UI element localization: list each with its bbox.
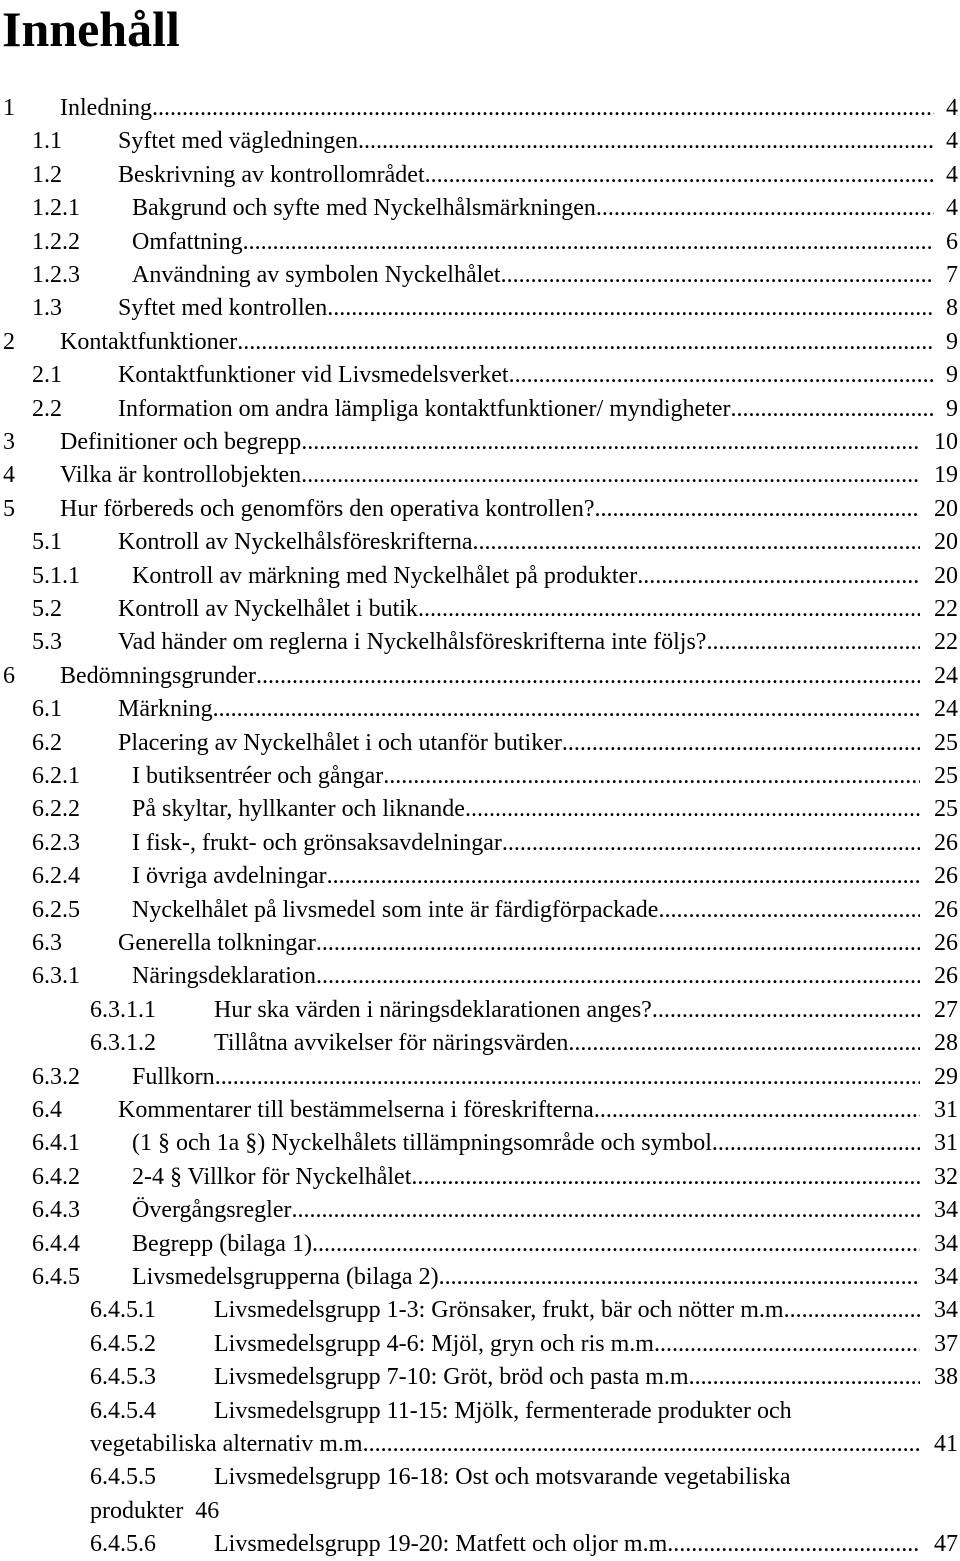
toc-entry-text: Användning av symbolen Nyckelhålet xyxy=(132,262,501,288)
toc-entry-number: 6.2.4 xyxy=(32,863,80,890)
toc-entry-text: Syftet med kontrollen xyxy=(118,295,328,322)
toc-entry-text: Begrepp (bilaga 1) xyxy=(132,1230,312,1257)
toc-entry[interactable] xyxy=(0,1428,960,1461)
toc-entry[interactable] xyxy=(0,1395,960,1428)
toc-entry-text: Kontaktfunktioner xyxy=(60,328,238,355)
toc-entry-number: 5.1 xyxy=(32,529,62,556)
toc-entry-number: 5.3 xyxy=(32,629,62,656)
toc-entry[interactable] xyxy=(0,760,960,793)
toc-entry[interactable] xyxy=(0,226,960,259)
toc-page-number: 20 xyxy=(934,562,958,589)
toc-page-number: 24 xyxy=(934,696,958,723)
dot-leader xyxy=(316,927,920,960)
dot-leader xyxy=(473,526,920,559)
toc-entry-number: 6.2 xyxy=(32,729,62,756)
toc-entry-number: 6.4.5.5 xyxy=(90,1464,156,1491)
toc-entry-number: 2.1 xyxy=(32,362,62,389)
dot-leader xyxy=(292,1194,921,1227)
toc-entry[interactable] xyxy=(0,1328,960,1361)
toc-entry[interactable] xyxy=(0,660,960,693)
toc-entry[interactable] xyxy=(0,994,960,1027)
toc-entry[interactable] xyxy=(0,125,960,158)
toc-entry-number: 1.2.1 xyxy=(32,195,80,222)
dot-leader xyxy=(594,1094,920,1127)
toc-entry[interactable] xyxy=(0,1361,960,1394)
toc-entry[interactable] xyxy=(0,1127,960,1160)
toc-page-number: 22 xyxy=(934,596,958,622)
toc-page-number: 4 xyxy=(946,161,958,188)
toc-entry-number: 2.2 xyxy=(32,395,62,422)
toc-page-number: 7 xyxy=(946,262,958,288)
toc-page-number: 9 xyxy=(946,328,958,355)
toc-entry-number: 6.4.5.6 xyxy=(90,1531,156,1558)
toc-page-number: 19 xyxy=(934,462,958,489)
toc-entry-number: 6.4.4 xyxy=(32,1230,80,1257)
toc-page-number: 22 xyxy=(934,629,958,656)
toc-entry-text: I butiksentréer och gångar xyxy=(132,763,384,789)
toc-entry-number: 1.1 xyxy=(32,128,62,155)
dot-leader xyxy=(439,1261,920,1294)
toc-entry-text: Kontroll av Nyckelhålet i butik xyxy=(118,596,418,622)
dot-leader xyxy=(215,1061,920,1094)
toc-entry-text: Kommentarer till bestämmelserna i föreskrifterna xyxy=(118,1097,594,1123)
toc-page-number: 25 xyxy=(934,796,958,823)
toc-entry-number: 1 xyxy=(3,95,15,121)
toc-entry-number: 6.4.5.1 xyxy=(90,1297,156,1324)
toc-entry[interactable] xyxy=(0,693,960,726)
toc-entry-text: produkter 46 xyxy=(90,1497,220,1524)
dot-leader xyxy=(790,1294,920,1327)
toc-entry[interactable] xyxy=(0,1528,960,1561)
toc-entry-text: Nyckelhålet på livsmedel som inte är färdigförpackade xyxy=(132,896,659,923)
toc-page-number: 26 xyxy=(934,930,958,956)
toc-entry-number: 6.1 xyxy=(32,696,62,723)
toc-entry-text: 2-4 § Villkor för Nyckelhålet xyxy=(132,1163,412,1190)
toc-entry-number: 6.2.1 xyxy=(32,763,80,789)
toc-entry[interactable] xyxy=(0,560,960,593)
toc-entry[interactable] xyxy=(0,1094,960,1127)
toc-entry-number: 6.4.5.4 xyxy=(90,1397,156,1424)
toc-entry-text: Hur ska värden i näringsdeklarationen anges? xyxy=(214,996,652,1023)
dot-leader xyxy=(660,1328,920,1361)
toc-entry-number: 1.3 xyxy=(32,295,62,322)
toc-entry-number: 6.4.5.3 xyxy=(90,1364,156,1391)
dot-leader xyxy=(706,626,920,659)
toc-page-number: 9 xyxy=(946,395,958,422)
toc-entry-number: 6.3.1 xyxy=(32,963,80,990)
toc-page-number: 34 xyxy=(934,1264,958,1290)
toc-entry-text: vegetabiliska alternativ m.m. xyxy=(90,1431,369,1457)
toc-page-number: 10 xyxy=(934,429,958,455)
dot-leader xyxy=(562,727,920,760)
toc-entry-text: I övriga avdelningar xyxy=(132,863,327,890)
toc-entry-text: Livsmedelsgrupp 11-15: Mjölk, fermenterade produkter och xyxy=(214,1397,792,1424)
toc-page-number: 4 xyxy=(946,195,958,222)
toc-page-number: 31 xyxy=(934,1130,958,1157)
dot-leader xyxy=(652,994,920,1027)
toc-entry[interactable] xyxy=(0,1027,960,1060)
toc-entry-number: 6.4.5 xyxy=(32,1264,80,1290)
toc-entry-text: Livsmedelsgrupp 4-6: Mjöl, gryn och ris m.m. xyxy=(214,1330,660,1357)
dot-leader xyxy=(596,192,934,225)
toc-entry-number: 5.2 xyxy=(32,596,62,622)
toc-entry-text: Näringsdeklaration xyxy=(132,963,316,990)
dot-leader xyxy=(301,459,920,492)
toc-entry[interactable] xyxy=(0,827,960,860)
toc-entry-text: Vilka är kontrollobjekten xyxy=(60,462,302,489)
toc-entry-text: Övergångsregler xyxy=(132,1197,292,1224)
toc-entry-text: Bedömningsgrunder xyxy=(60,662,256,689)
toc-entry-text: Tillåtna avvikelser för näringsvärden xyxy=(214,1030,569,1057)
dot-leader xyxy=(411,1161,920,1194)
dot-leader xyxy=(237,326,934,359)
toc-entry-text: (1 § och 1a §) Nyckelhålets tillämpningsområde och symbol xyxy=(132,1130,712,1157)
dot-leader xyxy=(731,393,934,426)
toc-page-number: 26 xyxy=(934,896,958,923)
toc-entry[interactable] xyxy=(0,1294,960,1327)
toc-entry-number: 6 xyxy=(3,662,15,689)
toc-page-number: 41 xyxy=(934,1431,958,1457)
toc-entry-text: Inledning xyxy=(60,95,152,121)
toc-entry-text: Definitioner och begrepp xyxy=(60,429,302,455)
toc-entry[interactable] xyxy=(0,1161,960,1194)
toc-entry[interactable] xyxy=(0,426,960,459)
toc-page-number: 32 xyxy=(934,1163,958,1190)
toc-entry-number: 6.2.2 xyxy=(32,796,80,823)
toc-entry-text: Kontroll av Nyckelhålsföreskrifterna xyxy=(118,529,473,556)
toc-page-number: 47 xyxy=(934,1531,958,1558)
toc-page-number: 26 xyxy=(934,963,958,990)
toc-page-number: 31 xyxy=(934,1097,958,1123)
toc-entry-number: 1.2.2 xyxy=(32,228,80,255)
toc-entry[interactable] xyxy=(0,1495,960,1528)
toc-entry[interactable] xyxy=(0,459,960,492)
toc-page-number: 4 xyxy=(946,95,958,121)
toc-entry[interactable] xyxy=(0,259,960,292)
dot-leader xyxy=(673,1528,920,1561)
toc-entry-text: Vad händer om reglerna i Nyckelhålsföreskrifterna inte följs? xyxy=(118,629,707,656)
toc-entry-number: 1.2 xyxy=(32,161,62,188)
toc-entry-text: Hur förbereds och genomförs den operativa kontrollen? xyxy=(60,495,595,522)
dot-leader xyxy=(568,1027,920,1060)
dot-leader xyxy=(383,760,920,793)
dot-leader xyxy=(256,660,920,693)
dot-leader xyxy=(312,1228,920,1261)
toc-entry-number: 2 xyxy=(3,328,15,355)
dot-leader xyxy=(327,292,934,325)
toc-entry[interactable] xyxy=(0,192,960,225)
toc-entry-text: Livsmedelsgrupp 16-18: Ost och motsvarande vegetabiliska xyxy=(214,1464,791,1491)
toc-entry-text: Generella tolkningar xyxy=(118,930,316,956)
toc-entry-text: Livsmedelsgrupp 19-20: Matfett och oljor m.m. xyxy=(214,1531,674,1558)
dot-leader xyxy=(425,159,934,192)
toc-entry-text: Livsmedelsgrupp 7-10: Gröt, bröd och pasta m.m. xyxy=(214,1364,695,1391)
toc-entry[interactable] xyxy=(0,626,960,659)
toc-entry-text: Livsmedelsgrupp 1-3: Grönsaker, frukt, bär och nötter m.m. xyxy=(214,1297,790,1324)
toc-page-number: 20 xyxy=(934,529,958,556)
toc-page-number: 37 xyxy=(934,1330,958,1357)
toc-entry[interactable] xyxy=(0,1061,960,1094)
toc-page-number: 6 xyxy=(946,228,958,255)
dot-leader xyxy=(594,493,920,526)
toc-entry-number: 3 xyxy=(3,429,15,455)
toc-page-number: 24 xyxy=(934,662,958,689)
dot-leader xyxy=(327,860,920,893)
toc-page-number: 29 xyxy=(934,1063,958,1090)
toc-page-number: 34 xyxy=(934,1297,958,1324)
toc-entry[interactable] xyxy=(0,1228,960,1261)
toc-entry[interactable] xyxy=(0,159,960,192)
toc-entry[interactable] xyxy=(0,326,960,359)
dot-leader xyxy=(712,1127,920,1160)
toc-entry-number: 6.3.1.2 xyxy=(90,1030,156,1057)
dot-leader xyxy=(509,359,934,392)
toc-page-number: 26 xyxy=(934,829,958,856)
toc-entry[interactable] xyxy=(0,593,960,626)
dot-leader xyxy=(243,226,934,259)
toc-entry[interactable] xyxy=(0,927,960,960)
dot-leader xyxy=(658,894,920,927)
toc-page-number: 34 xyxy=(934,1230,958,1257)
dot-leader xyxy=(695,1361,920,1394)
toc-entry-text: Placering av Nyckelhålet i och utanför butiker xyxy=(118,729,562,756)
toc-entry[interactable] xyxy=(0,793,960,826)
toc-page-number: 9 xyxy=(946,362,958,389)
toc-page-number: 27 xyxy=(934,996,958,1023)
toc-entry-number: 6.3 xyxy=(32,930,62,956)
toc-entry-number: 6.4.5.2 xyxy=(90,1330,156,1357)
dot-leader xyxy=(369,1428,920,1461)
toc-page-number: 4 xyxy=(946,128,958,155)
toc-entry-text: Kontaktfunktioner vid Livsmedelsverket xyxy=(118,362,509,389)
dot-leader xyxy=(316,960,920,993)
toc-entry-text: I fisk-, frukt- och grönsaksavdelningar xyxy=(132,829,502,856)
dot-leader xyxy=(637,560,920,593)
toc-entry-text: Livsmedelsgrupperna (bilaga 2) xyxy=(132,1264,439,1290)
dot-leader xyxy=(465,793,920,826)
toc-entry[interactable] xyxy=(0,1194,960,1227)
toc-entry-text: Information om andra lämpliga kontaktfunktioner/ myndigheter xyxy=(118,395,731,422)
toc-entry[interactable] xyxy=(0,359,960,392)
toc-entry-number: 6.4.1 xyxy=(32,1130,80,1157)
toc-entry-text: Kontroll av märkning med Nyckelhålet på produkter xyxy=(132,562,638,589)
toc-entry-text: Omfattning xyxy=(132,228,243,255)
toc-entry-number: 6.3.1.1 xyxy=(90,996,156,1023)
toc-entry[interactable] xyxy=(0,727,960,760)
toc-entry-number: 6.4.2 xyxy=(32,1163,80,1190)
toc-entry-text: Fullkorn xyxy=(132,1063,215,1090)
dot-leader xyxy=(213,693,920,726)
toc-page-number: 25 xyxy=(934,729,958,756)
dot-leader xyxy=(301,426,920,459)
dot-leader xyxy=(501,259,934,292)
toc-entry[interactable] xyxy=(0,860,960,893)
dot-leader xyxy=(152,92,934,125)
toc-entry-number: 5 xyxy=(3,495,15,522)
toc-entry[interactable] xyxy=(0,1261,960,1294)
toc-entry[interactable] xyxy=(0,894,960,927)
toc-entry[interactable] xyxy=(0,526,960,559)
toc-entry-text: Syftet med vägledningen xyxy=(118,128,358,155)
toc-entry-number: 6.4 xyxy=(32,1097,62,1123)
toc-entry-number: 1.2.3 xyxy=(32,262,80,288)
toc-entry[interactable] xyxy=(0,960,960,993)
toc-entry[interactable] xyxy=(0,92,960,125)
toc-page-number: 34 xyxy=(934,1197,958,1224)
toc-entry-number: 6.4.3 xyxy=(32,1197,80,1224)
toc-entry-number: 6.2.5 xyxy=(32,896,80,923)
page-title: Innehåll xyxy=(2,1,180,57)
toc-entry[interactable] xyxy=(0,393,960,426)
toc-entry[interactable] xyxy=(0,1461,960,1494)
toc-page-number: 25 xyxy=(934,763,958,789)
toc-page-number: 26 xyxy=(934,863,958,890)
toc-page-number: 38 xyxy=(934,1364,958,1391)
toc-entry-text: Beskrivning av kontrollområdet xyxy=(118,161,425,188)
toc-entry-text: Bakgrund och syfte med Nyckelhålsmärkningen xyxy=(132,195,596,222)
toc-entry-text: Märkning xyxy=(118,696,213,723)
toc-entry[interactable] xyxy=(0,493,960,526)
dot-leader xyxy=(358,125,934,158)
toc-entry-number: 5.1.1 xyxy=(32,562,80,589)
dot-leader xyxy=(418,593,920,626)
toc-entry-number: 6.2.3 xyxy=(32,829,80,856)
toc-page-number: 20 xyxy=(934,495,958,522)
toc-entry[interactable] xyxy=(0,292,960,325)
toc-entry-text: På skyltar, hyllkanter och liknande xyxy=(132,796,465,823)
toc-entry-number: 4 xyxy=(3,462,15,489)
toc-page-number: 8 xyxy=(946,295,958,322)
toc-entry-number: 6.3.2 xyxy=(32,1063,80,1090)
dot-leader xyxy=(502,827,920,860)
toc-page-number: 28 xyxy=(934,1030,958,1057)
